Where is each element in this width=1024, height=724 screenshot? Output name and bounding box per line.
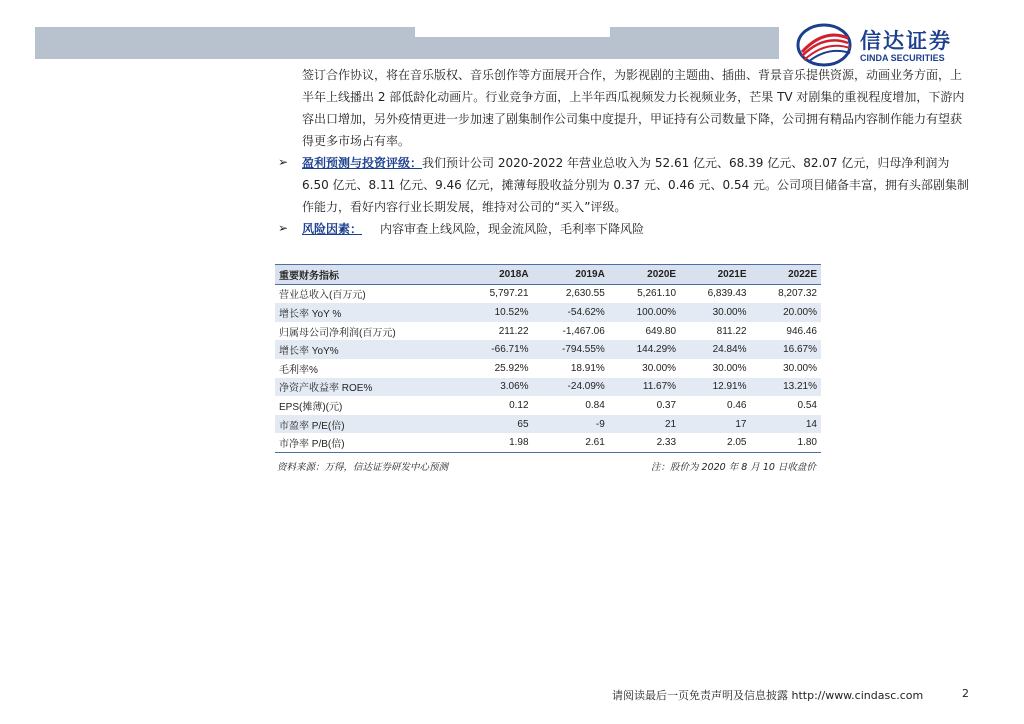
table-cell: 市盈率 P/E(倍): [279, 420, 345, 432]
table-note: 注：股价为 2020 年 8 月 10 日收盘价: [651, 462, 816, 473]
table-row: [275, 359, 821, 378]
table-row: [275, 415, 821, 434]
table-cell: 25.92%: [494, 362, 529, 374]
table-cell: -54.62%: [567, 306, 605, 318]
company-logo: [796, 22, 976, 68]
table-cell: 0.54: [797, 399, 817, 411]
table-cell: 14: [805, 418, 817, 430]
table-header-cell: 2020E: [647, 268, 677, 280]
table-cell: -24.09%: [567, 381, 605, 393]
table-cell: 营业总收入(百万元): [279, 290, 366, 302]
table-cell: 946.46: [786, 325, 817, 337]
table-cell: 144.29%: [636, 344, 677, 356]
table-cell: 21: [664, 418, 677, 430]
header-notch: [415, 27, 610, 37]
table-cell: 30.00%: [712, 306, 747, 318]
table-row: [275, 378, 821, 397]
table-row: [275, 340, 821, 359]
footer-disclaimer[interactable]: 请阅读最后一页免责声明及信息披露 http://www.cindasc.com: [612, 689, 924, 702]
table-row: [275, 303, 821, 322]
table-cell: 30.00%: [783, 362, 817, 374]
risk-label: 风险因素：: [302, 222, 363, 236]
forecast-paragraph: [302, 152, 972, 218]
table-cell: 2,630.55: [565, 288, 605, 300]
logo-name-cn: 信达证券: [860, 29, 952, 53]
table-cell: 24.84%: [712, 344, 747, 356]
table-cell: 17: [735, 418, 747, 430]
table-row: [275, 433, 821, 452]
table-cell: -794.55%: [561, 344, 605, 356]
table-header-cell: 2021E: [717, 268, 747, 280]
page-number: 2: [962, 687, 969, 700]
table-cell: 增长率 YoY %: [279, 308, 342, 320]
table-cell: 18.91%: [570, 362, 605, 374]
table-cell: 11.67%: [642, 381, 677, 393]
table-cell: 649.80: [645, 325, 677, 337]
risk-text: 内容审查上线风险，现金流风险，毛利率下降风险: [380, 222, 645, 236]
table-cell: 3.06%: [500, 381, 529, 393]
table-cell: 8,207.32: [778, 288, 817, 300]
cinda-logo-mark-icon: [796, 22, 856, 68]
forecast-text: 我们预计公司 2020-2022 年营业总收入为 52.61 亿元、68.39 亿元、82.07 亿元，归母净利润为 6.50 亿元、8.11 亿元、9.46 亿元，摊薄每股收益分别为 0.37 元、0.46 元、0.54 元。公司项目储备丰富，拥有头部剧集制作能力，看好内容行业长期发展，维持对公司的“买入”评级。: [302, 156, 970, 214]
table-header-cell: 2018A: [499, 268, 529, 280]
table-cell: 5,797.21: [489, 288, 529, 300]
table-header-cell: 2022E: [788, 268, 817, 280]
table-cell: -1,467.06: [562, 325, 605, 337]
table-cell: 0.12: [509, 399, 529, 411]
table-header-cell: 重要财务指标: [279, 270, 339, 282]
table-cell: 16.67%: [783, 344, 817, 356]
table-cell: 20.00%: [783, 306, 817, 318]
table-cell: -66.71%: [491, 344, 529, 356]
table-cell: 30.00%: [712, 362, 747, 374]
table-source: 资料来源：万得，信达证券研发中心预测: [277, 462, 449, 473]
table-header-cell: 2019A: [575, 268, 605, 280]
table-cell: 5,261.10: [637, 288, 677, 300]
table-cell: 1.98: [509, 437, 529, 449]
table-cell: 毛利率%: [279, 364, 318, 376]
table-cell: 0.46: [727, 399, 747, 411]
table-cell: 2.05: [727, 437, 747, 449]
bullet-arrow-icon: ➢: [278, 221, 289, 235]
table-row: [275, 396, 821, 415]
table-cell: 0.84: [585, 399, 605, 411]
table-cell: 市净率 P/B(倍): [279, 439, 345, 451]
table-cell: 30.00%: [642, 362, 677, 374]
table-cell: 211.22: [498, 325, 529, 337]
table-cell: 100.00%: [636, 306, 677, 318]
table-cell: 归属母公司净利润(百万元): [279, 327, 396, 339]
table-cell: 1.80: [797, 437, 817, 449]
header-bar-right: [603, 27, 779, 59]
financial-table: [275, 264, 821, 453]
table-cell: -9: [595, 418, 605, 430]
table-row: [275, 284, 821, 303]
forecast-label: 盈利预测与投资评级：: [302, 156, 423, 170]
logo-name-en: CINDA SECURITIES: [860, 53, 945, 63]
table-header-row: [275, 265, 821, 285]
table-cell: 6,839.43: [707, 288, 747, 300]
table-cell: 增长率 YoY%: [279, 346, 339, 358]
bullet-arrow-icon: ➢: [278, 155, 289, 169]
table-cell: EPS(摊薄)(元): [279, 401, 343, 413]
table-cell: 10.52%: [494, 306, 529, 318]
table-cell: 2.33: [656, 437, 677, 449]
table-row: [275, 322, 821, 341]
table-cell: 0.37: [656, 399, 677, 411]
table-cell: 2.61: [585, 437, 605, 449]
table-cell: 12.91%: [712, 381, 747, 393]
table-cell: 净资产收益率 ROE%: [279, 383, 373, 395]
table-cell: 65: [517, 418, 529, 430]
table-cell: 13.21%: [783, 381, 817, 393]
intro-paragraph: 签订合作协议，将在音乐版权、音乐创作等方面展开合作，为影视剧的主题曲、插曲、背景音乐提供资源，动画业务方面，上半年上线播出 2 部低龄化动画片。行业竞争方面，上半年西瓜视频发力长视频业务，芒果 TV 对剧集的重视程度增加，下游内容出口增加，另外疫情更进一步加速了剧集制作公司集中度提升，甲证持有公司数量下降，公司拥有精品内容制作能力有望获得更多市场占有率。: [302, 68, 965, 148]
risk-paragraph: [302, 218, 972, 240]
table-cell: 811.22: [716, 325, 747, 337]
